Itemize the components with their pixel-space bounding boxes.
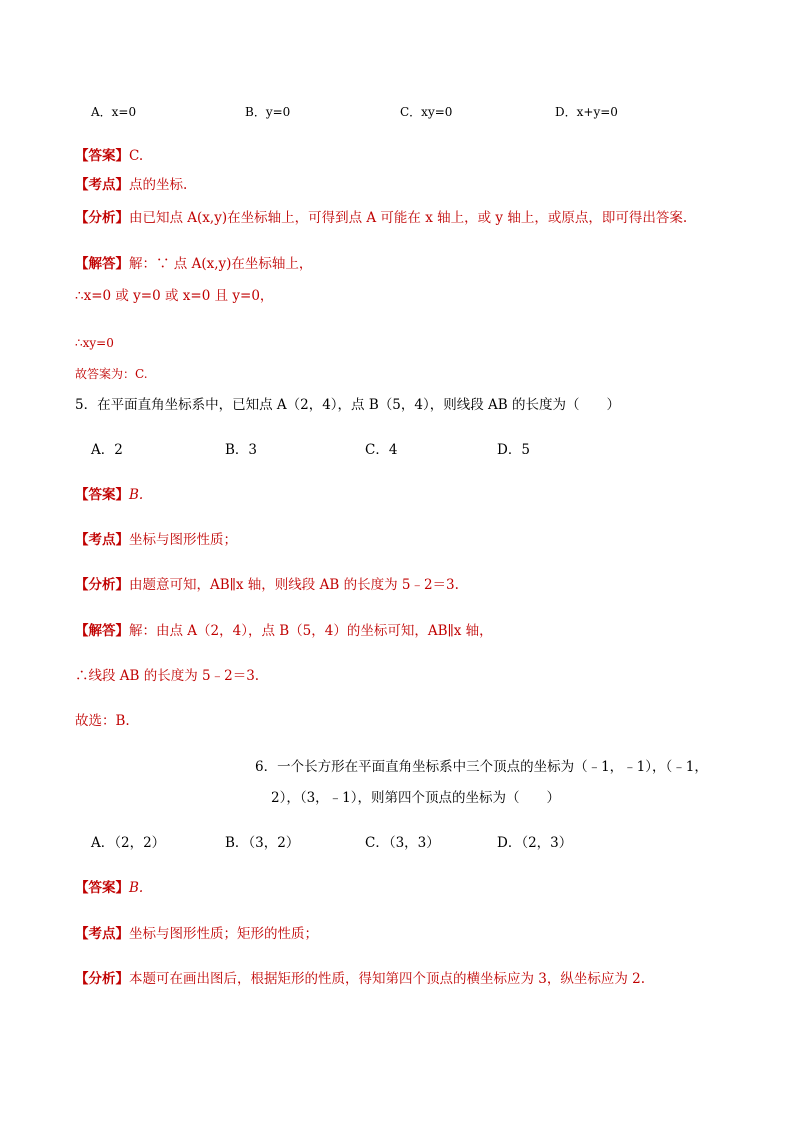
q4-option-c: C．xy=0: [400, 105, 453, 119]
q5-option-a: A．2: [91, 442, 123, 458]
q5-point-line: [75, 531, 237, 549]
q4-step2: ∴xy=0: [75, 336, 114, 350]
point-value: 坐标与图形性质；: [129, 532, 237, 548]
solution-tag: 【解答】: [75, 256, 129, 272]
q6-stem-line2: 2），（3，﹣1），则第四个顶点的坐标为（ ）: [271, 790, 561, 806]
analysis-value: 本题可在画出图后，根据矩形的性质，得知第四个顶点的横坐标应为 3，纵坐标应为 2.: [129, 971, 646, 987]
point-value: 点的坐标.: [129, 177, 188, 193]
q4-final: 故答案为：C.: [75, 367, 148, 381]
q4-option-d: D．x+y=0: [555, 105, 618, 119]
q4-point-line: [75, 176, 187, 194]
solution-value: 解：由点 A（2，4），点 B（5，4）的坐标可知，AB∥x 轴，: [129, 623, 493, 639]
q6-option-a: A．（2，2）: [91, 835, 166, 851]
analysis-value: 由题意可知，AB∥x 轴，则线段 AB 的长度为 5﹣2＝3.: [129, 577, 459, 593]
solution-value: 解：∵ 点 A(x,y)在坐标轴上，: [129, 256, 313, 272]
answer-tag: 【答案】: [75, 148, 129, 164]
q4-step1: ∴x=0 或 y=0 或 x=0 且 y=0，: [75, 288, 274, 304]
q4-option-b: B．y=0: [245, 105, 291, 119]
q6-answer-line: [75, 879, 143, 897]
q5-answer-line: [75, 486, 143, 504]
answer-tag: 【答案】: [75, 880, 129, 896]
point-tag: 【考点】: [75, 177, 129, 193]
q5-option-c: C．4: [365, 442, 398, 458]
point-value: 坐标与图形性质；矩形的性质；: [129, 926, 318, 942]
q6-option-c: C．（3，3）: [365, 835, 440, 851]
analysis-tag: 【分析】: [75, 577, 129, 593]
analysis-tag: 【分析】: [75, 210, 129, 226]
q5-stem: 5．在平面直角坐标系中，已知点 A（2，4），点 B（5，4），则线段 AB 的长度为（ ）: [75, 397, 620, 413]
q4-analysis-line: [75, 209, 687, 227]
q4-answer-line: [75, 147, 143, 165]
q5-solution-line: [75, 622, 493, 640]
q6-option-b: B．（3，2）: [225, 835, 300, 851]
q5-option-b: B．3: [225, 442, 258, 458]
analysis-value: 由已知点 A(x,y)在坐标轴上，可得到点 A 可能在 x 轴上，或 y 轴上，或原点，即可得出答案.: [129, 210, 688, 226]
q4-option-a: A．x=0: [91, 105, 137, 119]
q6-stem-line1: 6．一个长方形在平面直角坐标系中三个顶点的坐标为（﹣1，﹣1），（﹣1，: [255, 759, 708, 775]
point-tag: 【考点】: [75, 532, 129, 548]
q6-option-d: D．（2，3）: [497, 835, 573, 851]
analysis-tag: 【分析】: [75, 971, 129, 987]
q5-analysis-line: [75, 576, 459, 594]
answer-value: B.: [129, 487, 144, 503]
solution-tag: 【解答】: [75, 623, 129, 639]
q5-final: 故选：B.: [75, 713, 130, 729]
q6-point-line: [75, 925, 318, 943]
q5-option-d: D．5: [497, 442, 530, 458]
q5-step1: ∴线段 AB 的长度为 5﹣2＝3.: [75, 668, 260, 684]
point-tag: 【考点】: [75, 926, 129, 942]
answer-value: B.: [129, 880, 144, 896]
answer-tag: 【答案】: [75, 487, 129, 503]
q4-solution-line: [75, 255, 312, 273]
q6-analysis-line: [75, 970, 645, 988]
answer-value: C.: [129, 148, 144, 164]
